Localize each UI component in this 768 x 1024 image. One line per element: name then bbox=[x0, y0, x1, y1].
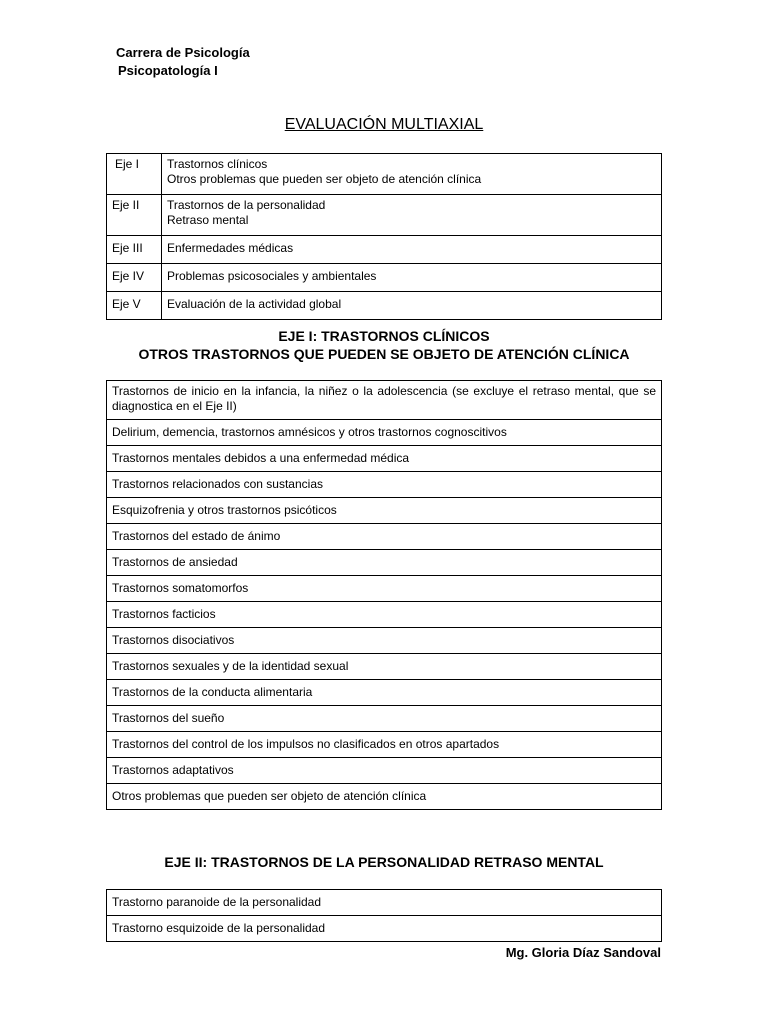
disorder-cell: Trastornos de la conducta alimentaria bbox=[107, 680, 662, 706]
disorder-cell: Trastornos del control de los impulsos no clasificados en otros apartados bbox=[107, 732, 662, 758]
table-row bbox=[107, 446, 662, 472]
section1-title-line2: OTROS TRASTORNOS QUE PUEDEN SE OBJETO DE ATENCIÓN CLÍNICA bbox=[138, 346, 630, 362]
disorder-cell: Trastornos adaptativos bbox=[107, 758, 662, 784]
career-heading: Carrera de Psicología bbox=[116, 45, 250, 60]
description-line: Retraso mental bbox=[167, 213, 249, 227]
disorder-cell: Trastornos facticios bbox=[107, 602, 662, 628]
table-row bbox=[107, 654, 662, 680]
table-row bbox=[107, 550, 662, 576]
axis-description bbox=[162, 236, 662, 264]
page-title: EVALUACIÓN MULTIAXIAL bbox=[284, 116, 484, 133]
section1-title-line1: EJE I: TRASTORNOS CLÍNICOS bbox=[278, 328, 490, 344]
table-row bbox=[107, 706, 662, 732]
table-row bbox=[107, 758, 662, 784]
table-row bbox=[107, 890, 662, 916]
axis-label: Eje IV bbox=[107, 264, 162, 292]
section2-title: EJE II: TRASTORNOS DE LA PERSONALIDAD RETRASO MENTAL bbox=[164, 854, 604, 870]
table-row bbox=[107, 524, 662, 550]
table-row bbox=[107, 381, 662, 420]
disorder-cell: Trastorno paranoide de la personalidad bbox=[107, 890, 662, 916]
table-row bbox=[107, 628, 662, 654]
table-row bbox=[107, 154, 662, 195]
axis-description bbox=[162, 154, 662, 195]
author-signature: Mg. Gloria Díaz Sandoval bbox=[505, 945, 661, 960]
disorder-cell: Trastornos disociativos bbox=[107, 628, 662, 654]
axis2-disorders-table bbox=[106, 889, 662, 942]
disorder-cell: Trastornos sexuales y de la identidad sexual bbox=[107, 654, 662, 680]
course-heading: Psicopatología I bbox=[118, 63, 218, 78]
table-row bbox=[107, 195, 662, 236]
axis-label-text: Eje I bbox=[115, 157, 140, 171]
table-row bbox=[107, 784, 662, 810]
table-row bbox=[107, 236, 662, 264]
axis-label bbox=[107, 154, 162, 195]
description-line: Enfermedades médicas bbox=[167, 241, 294, 255]
table-row bbox=[107, 420, 662, 446]
multiaxial-table bbox=[106, 153, 662, 320]
disorder-cell: Trastornos mentales debidos a una enfermedad médica bbox=[107, 446, 662, 472]
description-line: Otros problemas que pueden ser objeto de atención clínica bbox=[167, 172, 482, 186]
axis-label: Eje II bbox=[107, 195, 162, 236]
disorder-cell: Trastornos somatomorfos bbox=[107, 576, 662, 602]
description-line: Problemas psicosociales y ambientales bbox=[167, 269, 377, 283]
axis1-disorders-table bbox=[106, 380, 662, 810]
description-line: Evaluación de la actividad global bbox=[167, 297, 342, 311]
axis-label: Eje III bbox=[107, 236, 162, 264]
description-line: Trastornos clínicos bbox=[167, 157, 268, 171]
disorder-cell: Trastorno esquizoide de la personalidad bbox=[107, 916, 662, 942]
table-row bbox=[107, 498, 662, 524]
table-row bbox=[107, 732, 662, 758]
table-row bbox=[107, 264, 662, 292]
table-row bbox=[107, 292, 662, 320]
table-row bbox=[107, 680, 662, 706]
axis-label: Eje V bbox=[107, 292, 162, 320]
disorder-cell: Esquizofrenia y otros trastornos psicóticos bbox=[107, 498, 662, 524]
disorder-cell: Trastornos de inicio en la infancia, la niñez o la adolescencia (se excluye el retraso mental, que se diagnostica en el Eje II) bbox=[107, 381, 662, 420]
disorder-cell: Otros problemas que pueden ser objeto de atención clínica bbox=[107, 784, 662, 810]
axis-description bbox=[162, 195, 662, 236]
description-line: Trastornos de la personalidad bbox=[167, 198, 326, 212]
axis-description bbox=[162, 264, 662, 292]
table-row bbox=[107, 916, 662, 942]
disorder-cell: Trastornos de ansiedad bbox=[107, 550, 662, 576]
table-row bbox=[107, 576, 662, 602]
table-row bbox=[107, 472, 662, 498]
disorder-cell: Trastornos relacionados con sustancias bbox=[107, 472, 662, 498]
disorder-cell: Trastornos del estado de ánimo bbox=[107, 524, 662, 550]
table-row bbox=[107, 602, 662, 628]
disorder-cell: Delirium, demencia, trastornos amnésicos y otros trastornos cognoscitivos bbox=[107, 420, 662, 446]
axis-description bbox=[162, 292, 662, 320]
disorder-cell: Trastornos del sueño bbox=[107, 706, 662, 732]
